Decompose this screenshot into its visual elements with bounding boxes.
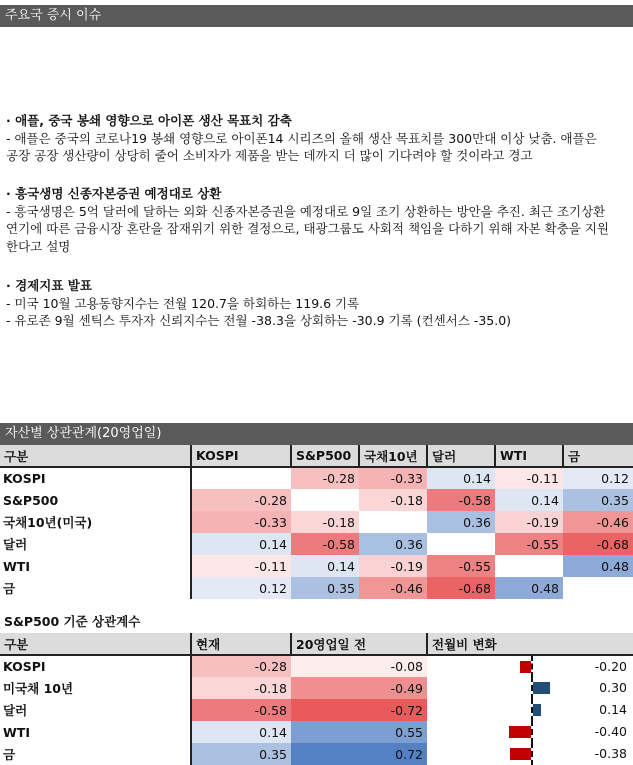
correlation-cell: -0.33 bbox=[359, 467, 427, 489]
correlation-cell: -0.33 bbox=[191, 511, 291, 533]
change-bar-cell bbox=[427, 721, 633, 743]
table-row bbox=[0, 677, 633, 699]
correlation-cell bbox=[191, 467, 291, 489]
change-value: -0.40 bbox=[594, 724, 627, 739]
news-item bbox=[6, 277, 626, 330]
correlation-cell: -0.46 bbox=[359, 577, 427, 599]
news-title: · 흥국생명 신종자본증권 예정대로 상환 bbox=[6, 186, 222, 201]
correlation-cell: 0.35 bbox=[291, 577, 359, 599]
correlation-cell: -0.46 bbox=[563, 511, 633, 533]
row-label: WTI bbox=[0, 721, 191, 743]
correlation-cell: 0.12 bbox=[191, 577, 291, 599]
correlation-cell: 0.14 bbox=[291, 555, 359, 577]
change-bar-cell bbox=[427, 699, 633, 721]
correlation-cell: -0.11 bbox=[495, 467, 563, 489]
correlation-cell bbox=[427, 533, 495, 555]
correlation-cell: 0.14 bbox=[427, 467, 495, 489]
correlation-cell bbox=[495, 555, 563, 577]
change-bar-cell bbox=[427, 655, 633, 677]
correlation-cell: -0.19 bbox=[359, 555, 427, 577]
news-line: 연기에 따른 금융시장 혼란을 잠재위기 위한 결정으로, 태광그룹도 사회적 책임을 다하기 위해 자본 확충을 지원 bbox=[6, 221, 609, 236]
news-item bbox=[6, 185, 626, 255]
section-header-correlation: 자산별 상관관계(20영업일) bbox=[0, 423, 633, 445]
correlation-cell: 0.48 bbox=[495, 577, 563, 599]
column-header: 구분 bbox=[0, 445, 191, 467]
correlation-cell: -0.11 bbox=[191, 555, 291, 577]
row-label: 미국채 10년 bbox=[0, 677, 191, 699]
column-header: 구분 bbox=[0, 633, 191, 655]
column-header: WTI bbox=[495, 445, 563, 467]
correlation-cell: -0.28 bbox=[191, 489, 291, 511]
news-line: - 흥국생명은 5억 달러에 달하는 외화 신종자본증권을 예정대로 9일 조기 상환하는 방안을 추진. 최근 조기상환 bbox=[6, 203, 606, 219]
correlation-cell: -0.19 bbox=[495, 511, 563, 533]
news-item bbox=[6, 112, 626, 165]
sp500-correlation-title: S&P500 기준 상관계수 bbox=[4, 614, 141, 629]
correlation-cell: 0.36 bbox=[359, 533, 427, 555]
correlation-cell: -0.68 bbox=[427, 577, 495, 599]
news-line: - 유로존 9월 센틱스 투자자 신뢰지수는 전월 -38.3을 상회하는 -30.9 기록 (컨센서스 -35.0) bbox=[6, 313, 512, 328]
column-header: 20영업일 전 bbox=[291, 633, 427, 655]
table-row bbox=[0, 655, 633, 677]
correlation-cell: -0.55 bbox=[427, 555, 495, 577]
previous-correlation-cell: 0.72 bbox=[291, 743, 427, 765]
news-title: · 경제지표 발표 bbox=[6, 278, 92, 293]
change-bar bbox=[533, 682, 550, 694]
correlation-cell: 0.48 bbox=[563, 555, 633, 577]
row-label: 금 bbox=[0, 577, 191, 599]
correlation-cell bbox=[359, 511, 427, 533]
change-value: 0.14 bbox=[599, 702, 627, 717]
row-label: 달러 bbox=[0, 533, 191, 555]
news-line: - 애플은 중국의 코로나19 봉쇄 영향으로 아이폰14 시리즈의 올해 생산 목표치를 300만대 이상 낮춤. 애플은 bbox=[6, 130, 597, 146]
zero-axis-line bbox=[531, 655, 533, 677]
column-header: 현재 bbox=[191, 633, 291, 655]
table-row bbox=[0, 577, 633, 599]
correlation-cell: -0.55 bbox=[495, 533, 563, 555]
change-bar-cell bbox=[427, 677, 633, 699]
zero-axis-line bbox=[531, 699, 533, 721]
correlation-cell: -0.58 bbox=[291, 533, 359, 555]
zero-axis-line bbox=[531, 743, 533, 765]
change-value: 0.30 bbox=[599, 680, 627, 695]
correlation-cell: -0.18 bbox=[291, 511, 359, 533]
table-row bbox=[0, 555, 633, 577]
correlation-cell: 0.14 bbox=[191, 533, 291, 555]
current-correlation-cell: 0.35 bbox=[191, 743, 291, 765]
column-header: KOSPI bbox=[191, 445, 291, 467]
change-bar-cell bbox=[427, 743, 633, 765]
row-label: KOSPI bbox=[0, 655, 191, 677]
correlation-cell: 0.36 bbox=[427, 511, 495, 533]
correlation-cell: 0.14 bbox=[495, 489, 563, 511]
change-value: -0.20 bbox=[594, 659, 627, 674]
table-row bbox=[0, 489, 633, 511]
current-correlation-cell: -0.18 bbox=[191, 677, 291, 699]
previous-correlation-cell: 0.55 bbox=[291, 721, 427, 743]
news-line: 공장 공장 생산량이 상당히 줄어 소비자가 제품을 받는 데까지 더 많이 기다려야 할 것이라고 경고 bbox=[6, 148, 533, 163]
table-row bbox=[0, 533, 633, 555]
table-row bbox=[0, 743, 633, 765]
change-bar bbox=[520, 661, 531, 673]
news-line: - 미국 10월 고용동향지수는 전월 120.7을 하회하는 119.6 기록 bbox=[6, 295, 360, 311]
correlation-cell: -0.68 bbox=[563, 533, 633, 555]
change-bar bbox=[510, 748, 531, 760]
previous-correlation-cell: -0.49 bbox=[291, 677, 427, 699]
correlation-cell bbox=[291, 489, 359, 511]
section-header-issues: 주요국 증시 이슈 bbox=[0, 5, 633, 27]
previous-correlation-cell: -0.72 bbox=[291, 699, 427, 721]
news-line: 한다고 설명 bbox=[6, 238, 71, 254]
zero-axis-line bbox=[531, 721, 533, 743]
table-row bbox=[0, 511, 633, 533]
news-title: · 애플, 중국 봉쇄 영향으로 아이폰 생산 목표치 감축 bbox=[6, 113, 292, 128]
correlation-cell: -0.58 bbox=[427, 489, 495, 511]
current-correlation-cell: -0.28 bbox=[191, 655, 291, 677]
column-header: 금 bbox=[563, 445, 633, 467]
correlation-cell: -0.18 bbox=[359, 489, 427, 511]
row-label: 금 bbox=[0, 743, 191, 765]
change-value: -0.38 bbox=[594, 746, 627, 761]
current-correlation-cell: -0.58 bbox=[191, 699, 291, 721]
correlation-cell: -0.28 bbox=[291, 467, 359, 489]
correlation-cell: 0.35 bbox=[563, 489, 633, 511]
current-correlation-cell: 0.14 bbox=[191, 721, 291, 743]
correlation-cell: 0.12 bbox=[563, 467, 633, 489]
column-header: S&P500 bbox=[291, 445, 359, 467]
row-label: KOSPI bbox=[0, 467, 191, 489]
zero-axis-line bbox=[531, 677, 533, 699]
table-header-row bbox=[0, 633, 633, 655]
column-header: 국채10년 bbox=[359, 445, 427, 467]
row-label: S&P500 bbox=[0, 489, 191, 511]
table-row bbox=[0, 699, 633, 721]
sp500-correlation-table bbox=[0, 633, 633, 765]
row-label: 국채10년(미국) bbox=[0, 511, 191, 533]
column-header: 달러 bbox=[427, 445, 495, 467]
change-bar bbox=[509, 726, 531, 738]
row-label: 달러 bbox=[0, 699, 191, 721]
row-label: WTI bbox=[0, 555, 191, 577]
table-row bbox=[0, 467, 633, 489]
column-header: 전월비 변화 bbox=[427, 633, 633, 655]
table-row bbox=[0, 721, 633, 743]
change-bar bbox=[533, 704, 541, 716]
table-header-row bbox=[0, 445, 633, 467]
previous-correlation-cell: -0.08 bbox=[291, 655, 427, 677]
correlation-cell bbox=[563, 577, 633, 599]
correlation-table bbox=[0, 445, 633, 599]
